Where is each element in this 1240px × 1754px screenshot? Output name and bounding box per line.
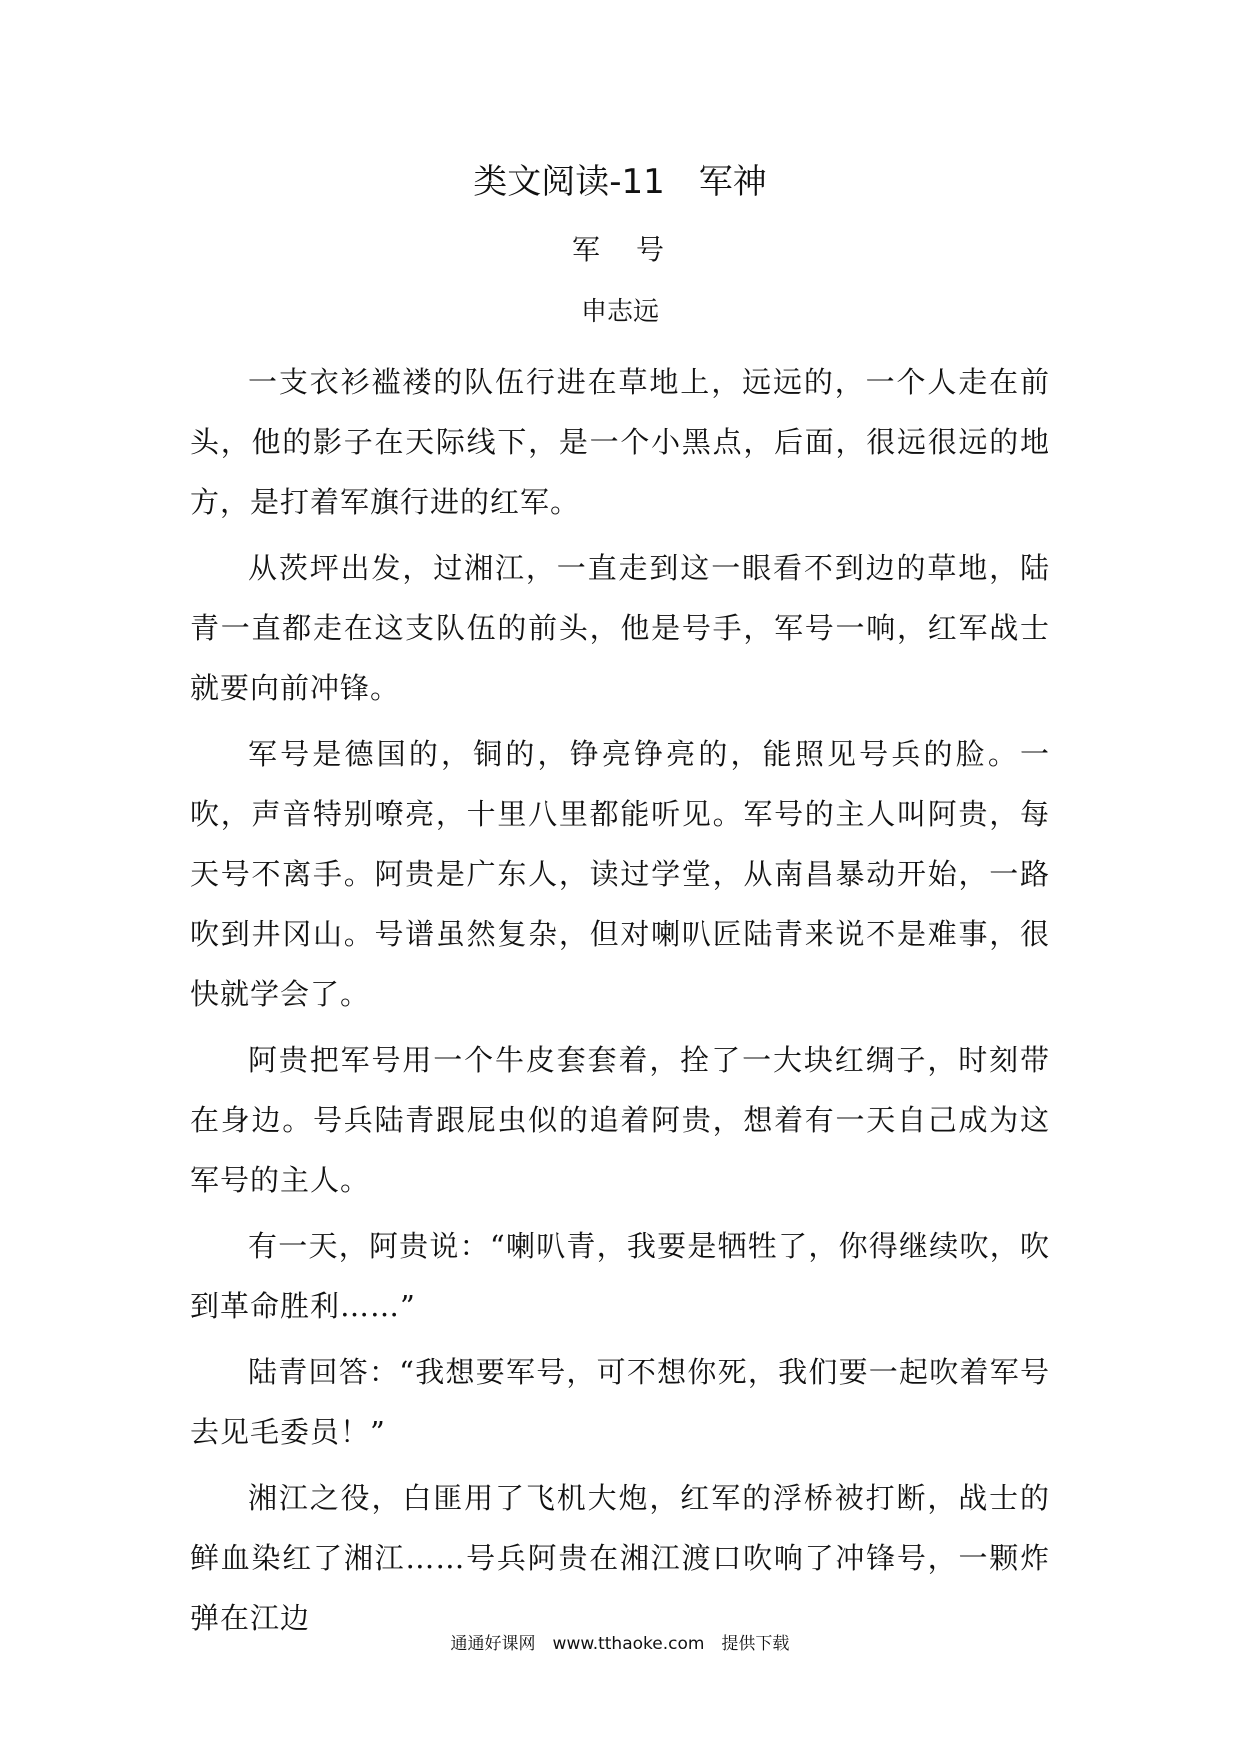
page-footer: 通通好课网 www.tthaoke.com 提供下载 [450,1634,790,1654]
page-title: 类文阅读-11 军神 [473,162,767,202]
paragraph-3: 军号是德国的，铜的，铮亮铮亮的，能照见号兵的脸。一吹，声音特别嘹亮，十里八里都能听见。军号的主人叫阿贵，每天号不离手。阿贵是广东人，读过学堂，从南昌暴动开始，一路吹到井冈山。号谱虽然复杂，但对喇叭匠陆青来说不是难事，很快就学会了。 [190,737,1050,1011]
paragraph-6: 陆青回答：“我想要军号，可不想你死，我们要一起吹着军号去见毛委员！” [190,1355,1050,1449]
article-body [190,352,1050,1654]
paragraph-7: 湘江之役，白匪用了飞机大炮，红军的浮桥被打断，战士的鲜血染红了湘江……号兵阿贵在湘江渡口吹响了冲锋号，一颗炸弹在江边 [190,1481,1050,1635]
paragraph-5: 有一天，阿贵说：“喇叭青，我要是牺牲了，你得继续吹，吹到革命胜利……” [190,1229,1050,1323]
article-title: 军 号 [571,233,668,266]
article-author: 申志远 [580,297,659,327]
paragraph-1: 一支衣衫褴褛的队伍行进在草地上，远远的，一个人走在前头，他的影子在天际线下，是一个小黑点，后面，很远很远的地方，是打着军旗行进的红军。 [190,365,1050,519]
paragraph-4: 阿贵把军号用一个牛皮套套着，拴了一大块红绸子，时刻带在身边。号兵陆青跟屁虫似的追着阿贵，想着有一天自己成为这军号的主人。 [190,1043,1050,1197]
paragraph-2: 从茨坪出发，过湘江，一直走到这一眼看不到边的草地，陆青一直都走在这支队伍的前头，他是号手，军号一响，红军战士就要向前冲锋。 [190,551,1050,705]
